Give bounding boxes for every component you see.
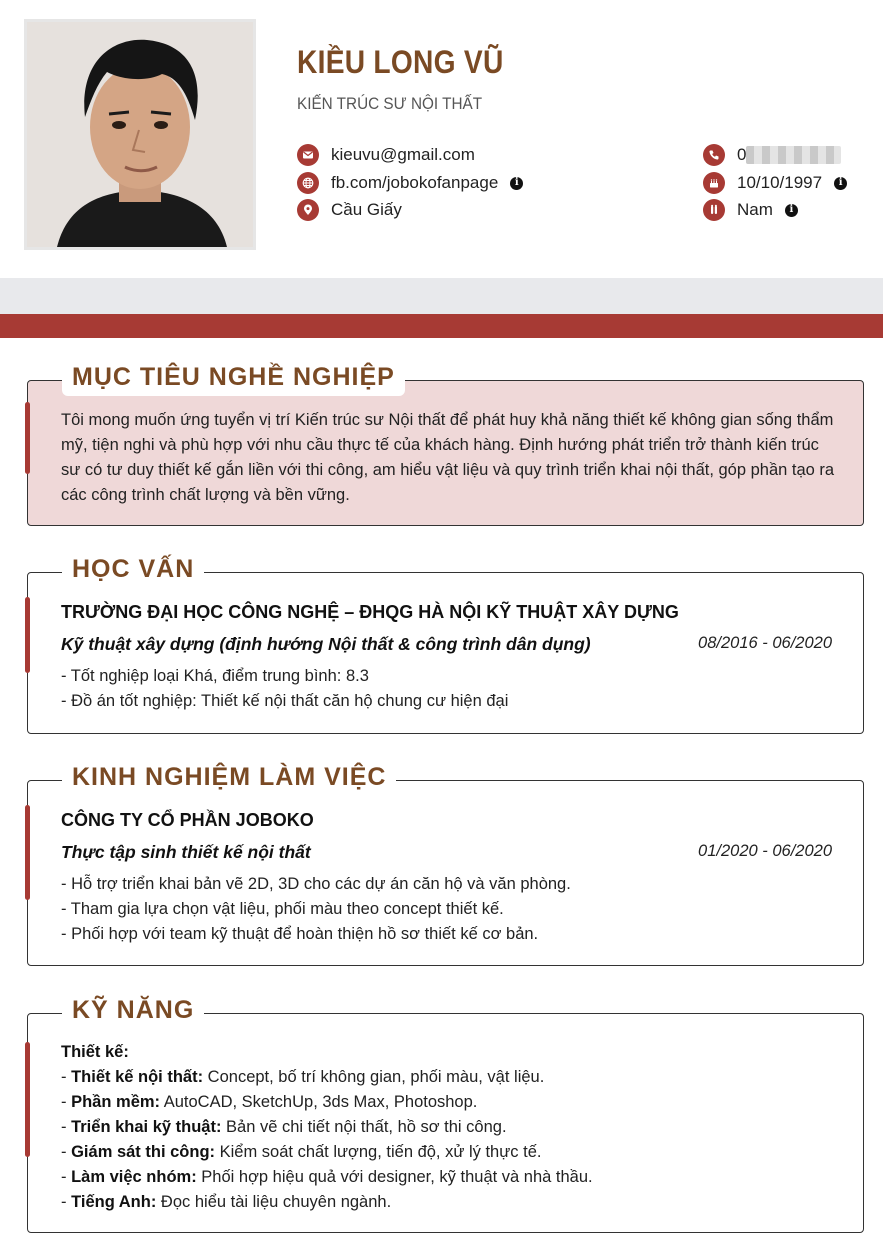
section-title: KINH NGHIỆM LÀM VIỆC xyxy=(62,758,396,796)
school-name: TRƯỜNG ĐẠI HỌC CÔNG NGHỆ – ĐHQG HÀ NỘI KỸ THUẬT XÂY DỰNG xyxy=(61,602,679,622)
skill-item: - Làm việc nhóm: Phối hợp hiệu quả với designer, kỹ thuật và nhà thầu. xyxy=(61,1168,593,1186)
education-detail: - Tốt nghiệp loại Khá, điểm trung bình: 8.3 xyxy=(61,667,369,685)
section-accent-bar xyxy=(25,597,30,673)
education-period: 08/2016 - 06/2020 xyxy=(698,634,832,652)
candidate-title: KIẾN TRÚC SƯ NỘI THẤT xyxy=(297,94,483,113)
company-name: CÔNG TY CỔ PHẦN JOBOKO xyxy=(61,810,314,830)
experience-detail: - Phối hợp với team kỹ thuật để hoàn thiện hồ sơ thiết kế cơ bản. xyxy=(61,925,539,943)
contact-phone xyxy=(703,143,841,167)
skill-item: - Thiết kế nội thất: Concept, bố trí không gian, phối màu, vật liệu. xyxy=(61,1068,545,1086)
website-value: fb.com/jobokofanpage xyxy=(331,173,499,192)
header-divider-gray xyxy=(0,278,883,314)
section-accent-bar xyxy=(25,402,30,474)
address-value: Cầu Giấy xyxy=(331,200,402,219)
skill-item: - Triển khai kỹ thuật: Bản vẽ chi tiết nội thất, hồ sơ thi công. xyxy=(61,1118,507,1136)
info-icon[interactable]: i xyxy=(834,177,847,190)
phone-blur-mask xyxy=(746,146,841,164)
experience-detail: - Hỗ trợ triển khai bản vẽ 2D, 3D cho các dự án căn hộ và văn phòng. xyxy=(61,875,571,893)
birthday-value: 10/10/1997 xyxy=(737,173,823,192)
phone-icon xyxy=(703,144,725,166)
education-detail: - Đồ án tốt nghiệp: Thiết kế nội thất căn hộ chung cư hiện đại xyxy=(61,692,509,710)
info-icon[interactable]: i xyxy=(510,177,523,190)
experience-detail: - Tham gia lựa chọn vật liệu, phối màu theo concept thiết kế. xyxy=(61,900,504,918)
skill-item: - Giám sát thi công: Kiểm soát chất lượng, tiến độ, xử lý thực tế. xyxy=(61,1143,542,1161)
profile-photo xyxy=(24,19,256,250)
section-title: MỤC TIÊU NGHỀ NGHIỆP xyxy=(62,358,405,396)
experience-period: 01/2020 - 06/2020 xyxy=(698,842,832,860)
skill-group-label: Thiết kế: xyxy=(61,1043,129,1061)
section-skills xyxy=(27,996,864,1233)
skill-item: - Phần mềm: AutoCAD, SketchUp, 3ds Max, Photoshop. xyxy=(61,1093,478,1111)
contact-address xyxy=(297,198,402,222)
header-divider-accent xyxy=(0,314,883,338)
mail-icon xyxy=(297,144,319,166)
skill-item: - Tiếng Anh: Đọc hiểu tài liệu chuyên ngành. xyxy=(61,1193,392,1211)
cake-icon xyxy=(703,172,725,194)
section-accent-bar xyxy=(25,805,30,900)
section-title: HỌC VẤN xyxy=(62,550,204,588)
section-accent-bar xyxy=(25,1042,30,1157)
info-icon[interactable]: i xyxy=(785,204,798,217)
contact-birthday xyxy=(703,171,847,195)
gender-icon xyxy=(703,199,725,221)
job-position: Thực tập sinh thiết kế nội thất xyxy=(61,842,311,862)
section-title: KỸ NĂNG xyxy=(62,991,204,1029)
gender-value: Nam xyxy=(737,200,773,219)
email-value: kieuvu@gmail.com xyxy=(331,145,475,164)
contact-gender xyxy=(703,198,798,222)
map-pin-icon xyxy=(297,199,319,221)
section-education xyxy=(27,555,864,734)
objective-text: Tôi mong muốn ứng tuyển vị trí Kiến trúc sư Nội thất để phát huy khả năng thiết kế không gian sống thẩm mỹ, tiện nghi và phù hợp với nhu cầu thực tế của khách hàng. Định hướng phát triển trở thành kiến trúc sư có tư duy thiết kế gắn liền với thi công, am hiểu vật liệu và quy trình triển khai nội thất, góp phần tạo ra các công trình chất lượng và bền vững. xyxy=(61,411,835,504)
globe-icon xyxy=(297,172,319,194)
section-experience xyxy=(27,763,864,966)
cv-header xyxy=(0,0,883,278)
contact-email xyxy=(297,143,475,167)
candidate-name: KIỀU LONG VŨ xyxy=(297,44,504,80)
education-major: Kỹ thuật xây dựng (định hướng Nội thất & công trình dân dụng) xyxy=(61,634,591,654)
phone-value: 0 xyxy=(737,145,747,164)
section-objective xyxy=(27,363,864,526)
portrait-image xyxy=(27,22,253,247)
contact-website xyxy=(297,171,523,195)
